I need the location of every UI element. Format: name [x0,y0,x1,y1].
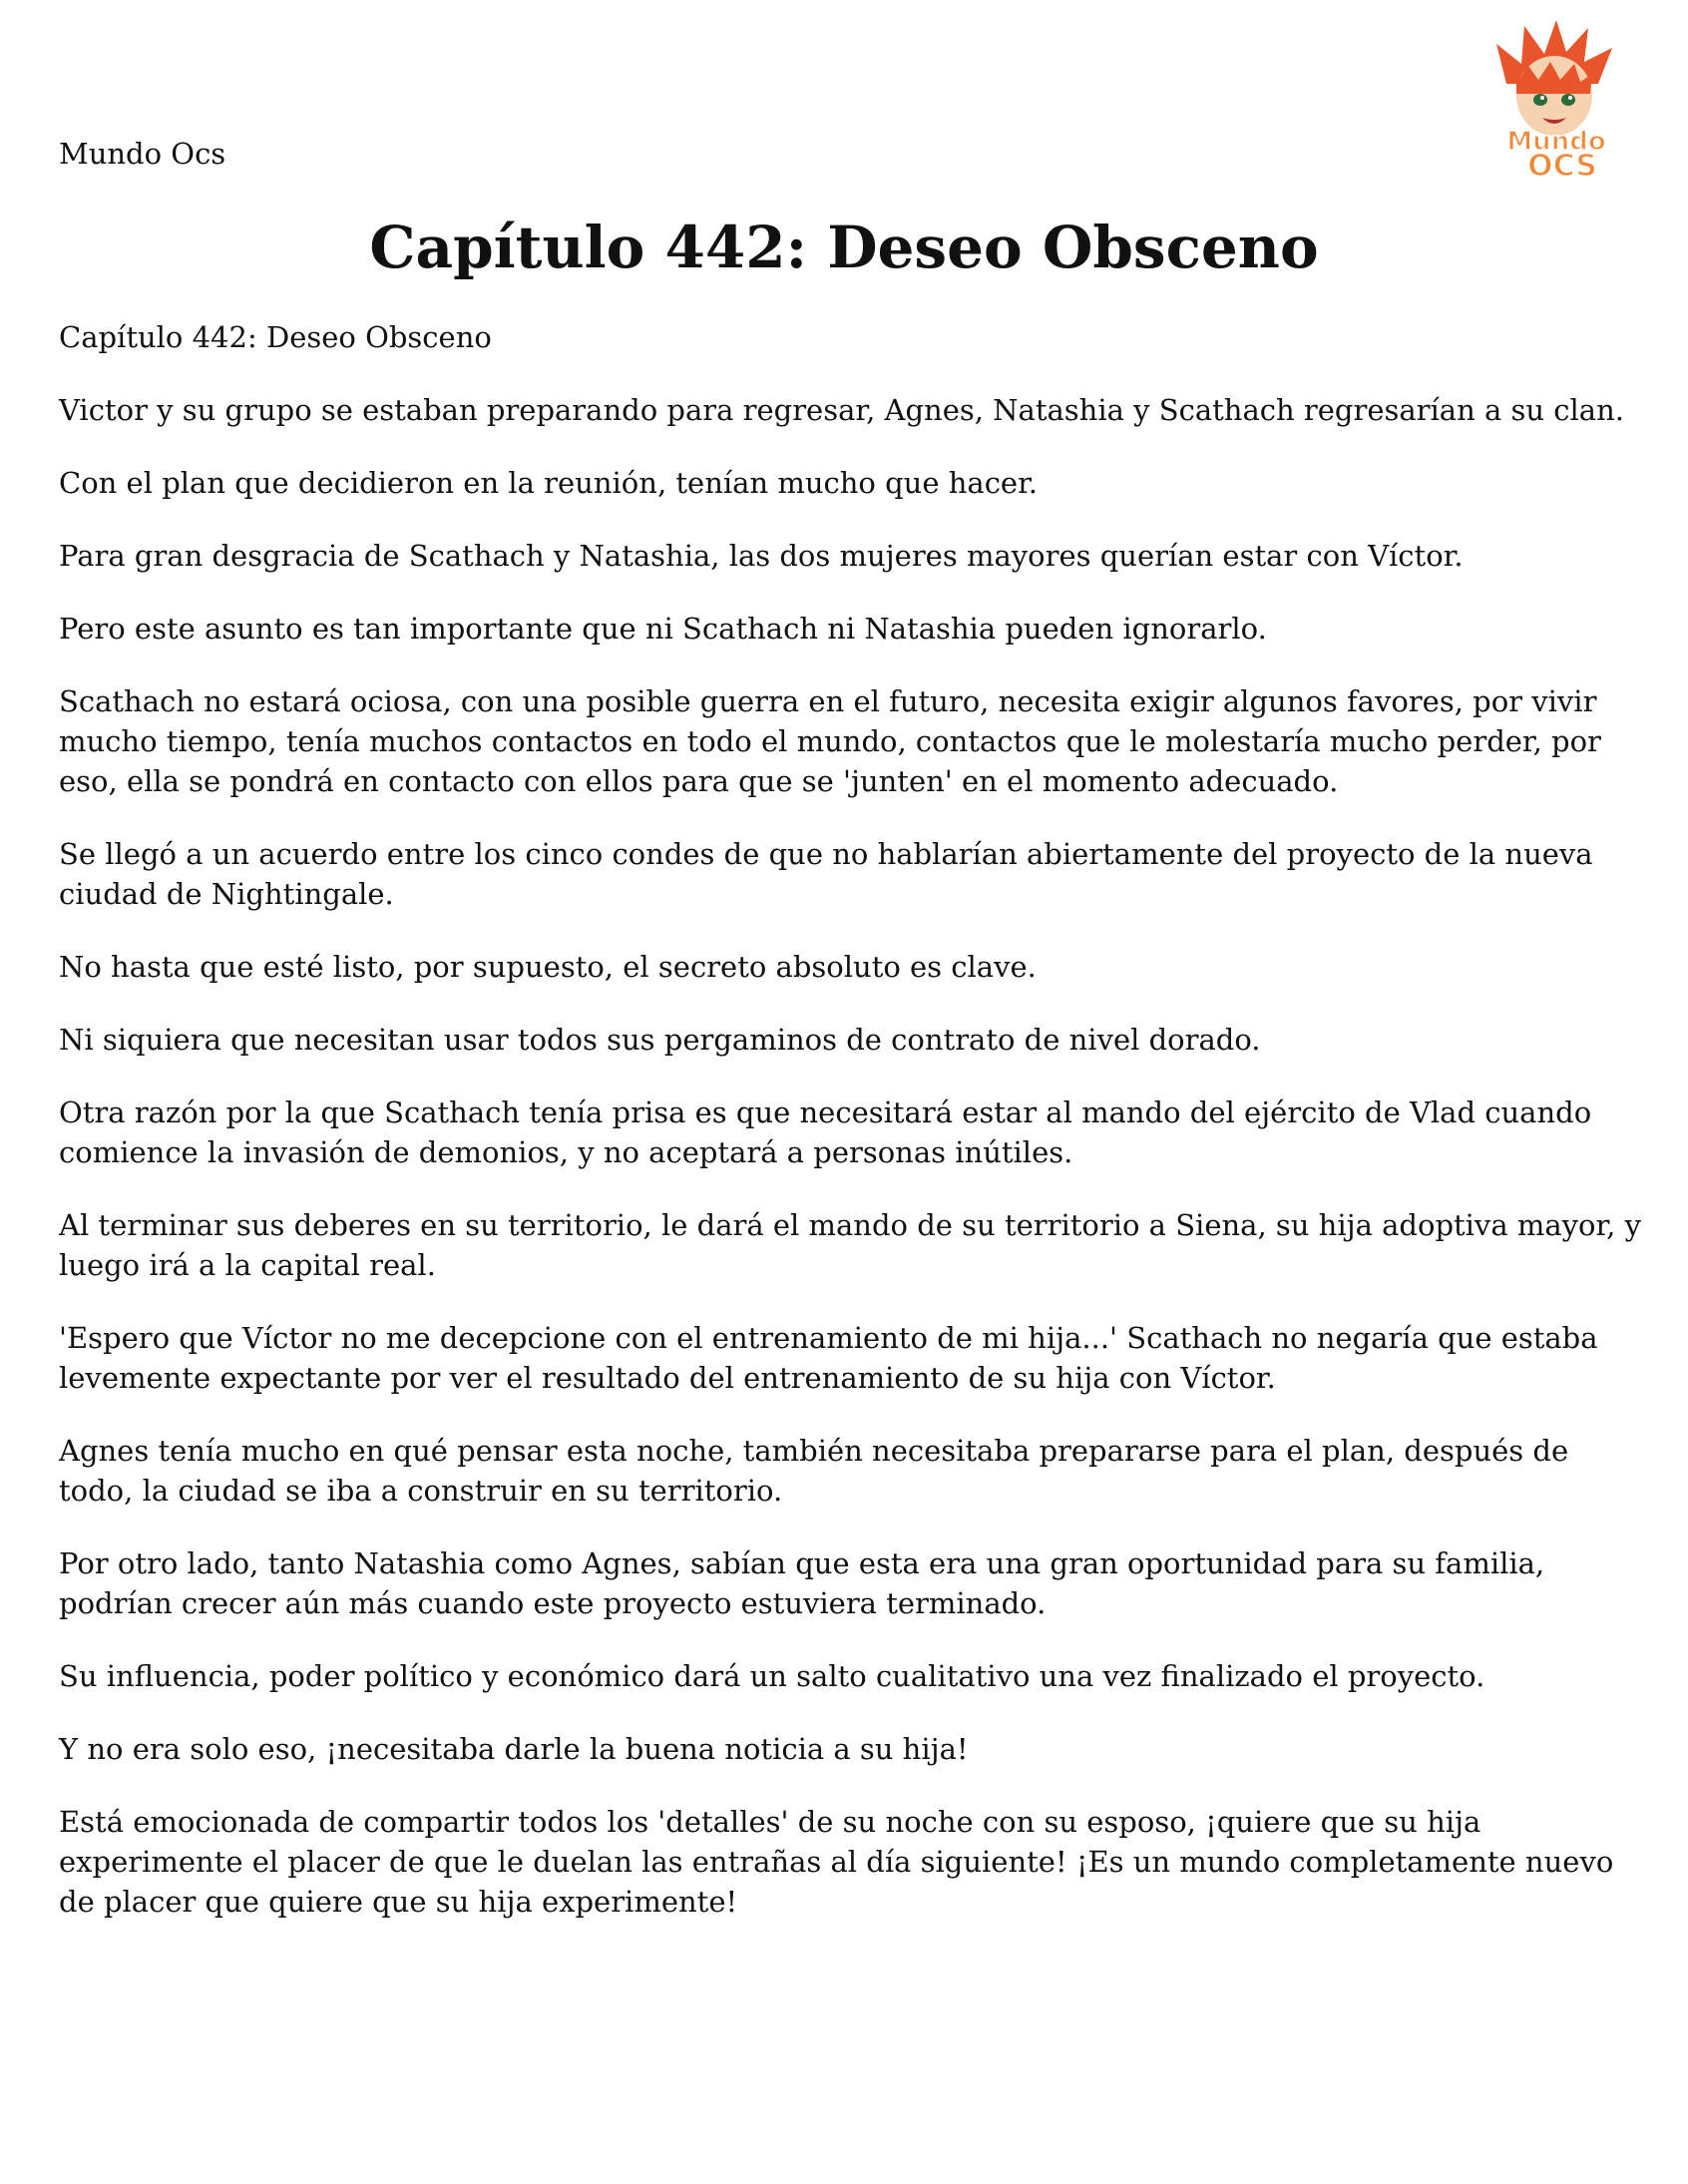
site-name: Mundo Ocs [59,137,226,171]
logo-text-bottom: OCS [1527,149,1597,182]
paragraph: Por otro lado, tanto Natashia como Agnes, sabían que esta era una gran oportunidad para su familia, podrían crecer aún más cuando este proyecto estuviera terminado. [59,1546,1545,1620]
paragraph: No hasta que esté listo, por supuesto, el secreto absoluto es clave. [59,950,1037,984]
paragraph: Pero este asunto es tan importante que ni Scathach ni Natashia pueden ignorarlo. [59,612,1267,646]
chapter-title: Capítulo 442: Deseo Obsceno [369,214,1319,281]
paragraph: Con el plan que decidieron en la reunión, tenían mucho que hacer. [59,466,1038,500]
paragraph: Otra razón por la que Scathach tenía prisa es que necesitará estar al mando del ejército de Vlad cuando comience la invasión de demonios, y no aceptará a personas inútiles. [59,1095,1592,1169]
mundo-ocs-logo [1467,14,1646,182]
paragraph: Agnes tenía mucho en qué pensar esta noche, también necesitaba prepararse para el plan, después de todo, la ciudad se iba a construir en su territorio. [59,1434,1569,1508]
paragraph: Al terminar sus deberes en su territorio, le dará el mando de su territorio a Siena, su hija adoptiva mayor, y luego irá a la capital real. [59,1208,1641,1282]
paragraph: Está emocionada de compartir todos los 'detalles' de su noche con su esposo, ¡quiere que su hija experimente el placer de que le duelan las entrañas al día siguiente! ¡Es un mundo completamente nuevo de placer que quiere que su hija experimente! [59,1805,1614,1919]
paragraph: Scathach no estará ociosa, con una posible guerra en el futuro, necesita exigir algunos favores, por vivir mucho tiempo, tenía muchos contactos en todo el mundo, contactos que le molestaría mucho perder, por eso, ella se pondrá en contacto con ellos para que se 'junten' en el momento adecuado. [59,684,1601,798]
paragraph: Se llegó a un acuerdo entre los cinco condes de que no hablarían abiertamente del proyecto de la nueva ciudad de Nightingale. [59,837,1593,911]
paragraph: Su influencia, poder político y económico dará un salto cualitativo una vez finalizado el proyecto. [59,1659,1485,1693]
paragraph: Ni siquiera que necesitan usar todos sus pergaminos de contrato de nivel dorado. [59,1023,1261,1057]
chapter-body [59,317,1645,1955]
paragraph: Victor y su grupo se estaban preparando para regresar, Agnes, Natashia y Scathach regresarían a su clan. [59,393,1624,427]
paragraph: Y no era solo eso, ¡necesitaba darle la buena noticia a su hija! [59,1732,969,1766]
paragraph: Para gran desgracia de Scathach y Natashia, las dos mujeres mayores querían estar con Víctor. [59,539,1464,573]
logo-text-top: Mundo [1506,127,1606,157]
paragraph: 'Espero que Víctor no me decepcione con el entrenamiento de mi hija...' Scathach no negaría que estaba levemente expectante por ver el resultado del entrenamiento de su hija con Víctor. [59,1321,1598,1395]
paragraph: Capítulo 442: Deseo Obsceno [59,320,492,354]
